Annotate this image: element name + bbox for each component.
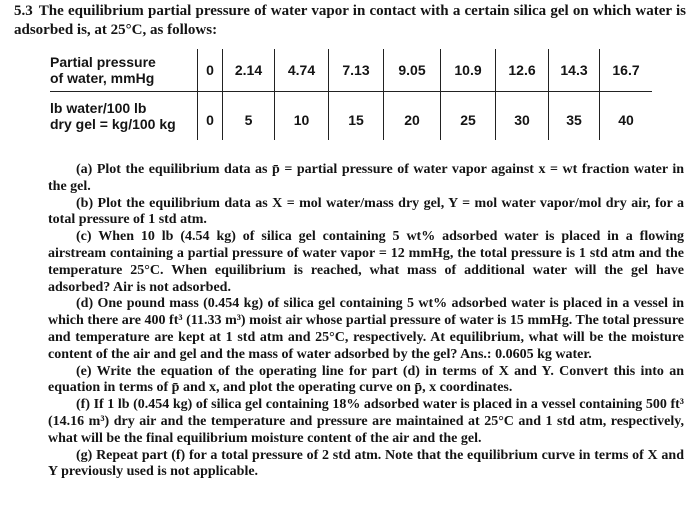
part-g: (g) Repeat part (f) for a total pressure of 2 std atm. Note that the equilibrium curve in terms of X and Y previously used is not applicable.: [48, 447, 684, 480]
table-cell: 16.7: [600, 49, 653, 92]
table-cell: 0: [198, 49, 223, 92]
table-cell: 10.9: [441, 49, 496, 92]
table-cell: 12.6: [496, 49, 549, 92]
equilibrium-data-table: [50, 49, 652, 140]
table-cell: 25: [441, 92, 496, 141]
table-row-partial-pressure: [50, 49, 652, 92]
table-cell: 40: [600, 92, 653, 141]
table-cell: 30: [496, 92, 549, 141]
table-cell: 7.13: [329, 49, 384, 92]
table-row-water-content: [50, 92, 652, 141]
row-header-partial-pressure: Partial pressure of water, mmHg: [50, 49, 198, 92]
problem-statement: [14, 2, 686, 40]
table-cell: 5: [223, 92, 275, 141]
table-cell: 9.05: [384, 49, 441, 92]
table-cell: 2.14: [223, 49, 275, 92]
problem-parts: [48, 162, 684, 481]
part-a: (a) Plot the equilibrium data as p̄ = partial pressure of water vapor against x = wt fraction water in the gel.: [48, 162, 684, 194]
part-d: (d) One pound mass (0.454 kg) of silica gel containing 5 wt% adsorbed water is placed in a vessel in which there are 400 ft³ (11.33 m³) moist air whose partial pressure of water is 15 mmHg. The total pressure and temperature are kept at 1 std atm and 25°C, respectively. At equilibrium, what will be the moisture content of the air and gel and the mass of water adsorbed by the gel? Ans.: 0.0605 kg water.: [48, 296, 684, 362]
table-cell: 35: [549, 92, 600, 141]
table-cell: 10: [275, 92, 329, 141]
table-cell: 14.3: [549, 49, 600, 92]
part-e: (e) Write the equation of the operating line for part (d) in terms of X and Y. Convert this into an equation in terms of p̄ and x, and plot the operating curve on p̄, x coordinates.: [48, 363, 684, 396]
part-c: (c) When 10 lb (4.54 kg) of silica gel containing 5 wt% adsorbed water is placed in a flowing airstream containing a partial pressure of water vapor = 12 mmHg, the total pressure is 1 std atm and the temperature 25°C. When equilibrium is reached, what mass of additional water will the gel have adsorbed? Air is not adsorbed.: [48, 229, 684, 295]
table-cell: 20: [384, 92, 441, 141]
table-cell: 4.74: [275, 49, 329, 92]
row-header-water-content: lb water/100 lb dry gel = kg/100 kg: [50, 100, 176, 132]
problem-number: 5.3: [14, 3, 33, 19]
table-cell: 15: [329, 92, 384, 141]
problem-text: The equilibrium partial pressure of water vapor in contact with a certain silica gel on which water is adsorbed is, at 25°C, as follows:: [14, 3, 686, 38]
table-cell: 0: [198, 92, 223, 141]
part-f: (f) If 1 lb (0.454 kg) of silica gel containing 18% adsorbed water is placed in a vessel containing 500 ft³ (14.16 m³) dry air and the temperature and pressure are maintained at 25°C and 1 std atm, respectively, what will be the final equilibrium moisture content of the air and the gel.: [48, 397, 684, 446]
part-b: (b) Plot the equilibrium data as X = mol water/mass dry gel, Y = mol water vapor/mol dry air, for a total pressure of 1 std atm.: [48, 195, 684, 228]
